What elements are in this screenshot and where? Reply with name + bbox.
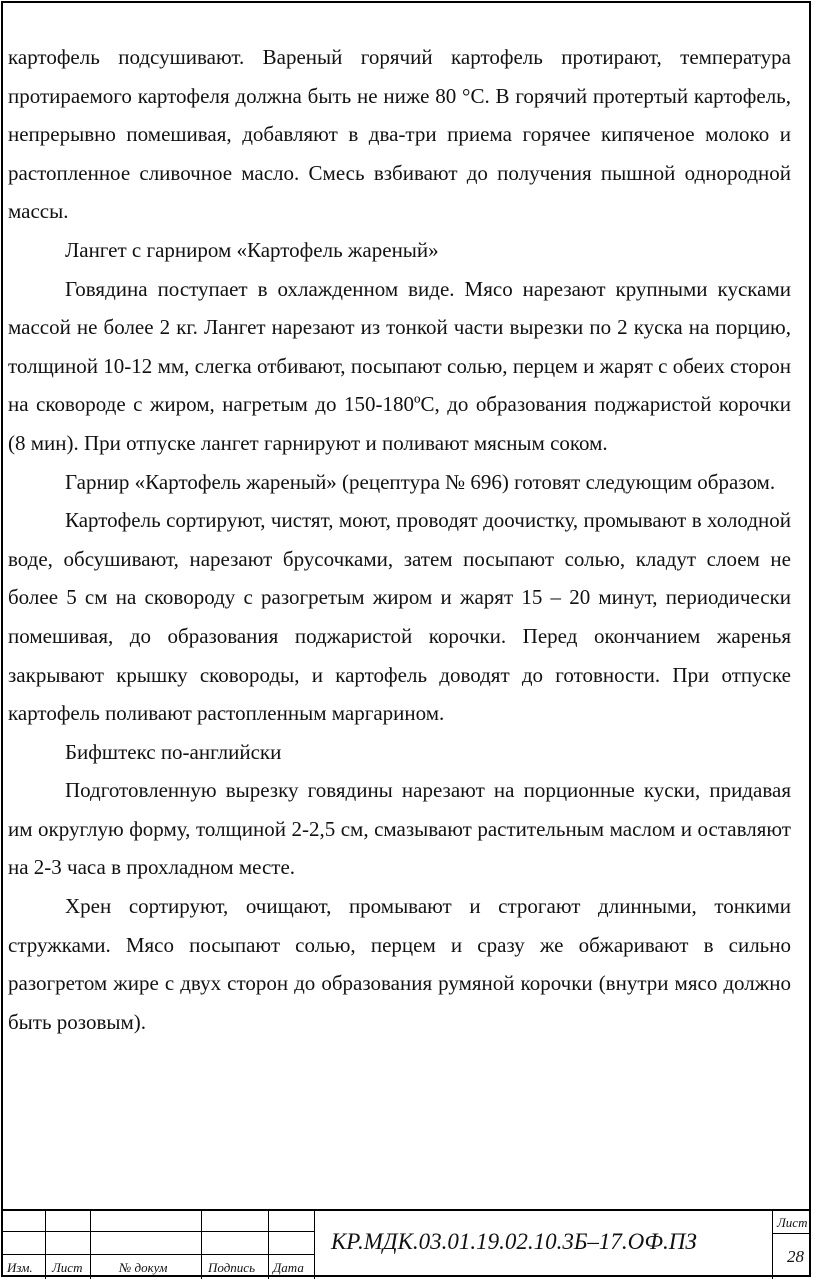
paragraph-mashed-potato-end: картофель подсушивают. Вареный горячий картофель протирают, температура протираемого картофеля должна быть не ниже 80 °С. В горячий протертый картофель, непрерывно помешивая, добавляют в два-три приема горячее кипяченое молоко и растопленное сливочное масло. Смесь взбивают до получения пышной однородной массы.	[8, 45, 791, 224]
sheet-number: 28	[787, 1247, 804, 1266]
document-body	[8, 38, 791, 1041]
document-code: КР.МДК.03.01.19.02.10.3Б–17.ОФ.ПЗ	[331, 1229, 697, 1254]
heading-beefsteak: Бифштекс по-английски	[65, 739, 282, 764]
stamp-col-sign: Подпись	[208, 1260, 255, 1275]
paragraph-garnish-intro: Гарнир «Картофель жареный» (рецептура № 696) готовят следующим образом.	[65, 469, 776, 494]
title-block-stamp	[1, 1209, 811, 1279]
stamp-sheet-label: Лист	[777, 1215, 808, 1230]
stamp-col-list: Лист	[52, 1260, 83, 1275]
paragraph-beefsteak-cook: Хрен сортируют, очищают, промывают и строгают длинными, тонкими стружками. Мясо посыпают солью, перцем и сразу же обжаривают в сильно разогретом жире с двух сторон до образования румяной корочки (внутри мясо должно быть розовым).	[8, 894, 791, 1034]
stamp-col-date: Дата	[273, 1260, 304, 1275]
paragraph-fried-potato: Картофель сортируют, чистят, моют, проводят доочистку, промывают в холодной воде, обсушивают, нарезают брусочками, затем посыпают солью, кладут слоем не более 5 см на сковороду с разогретым жиром и жарят 15 – 20 минут, периодически помешивая, до образования поджаристой корочки. Перед окончанием жаренья закрывают крышку сковороды, и картофель доводят до готовности. При отпуске картофель поливают растопленным маргарином.	[8, 508, 791, 726]
stamp-col-izm: Изм.	[7, 1260, 33, 1275]
paragraph-langet: Говядина поступает в охлажденном виде. Мясо нарезают крупными кусками массой не более 2 кг. Лангет нарезают из тонкой части вырезки по 2 куска на порцию, толщиной 10-12 мм, слегка отбивают, посыпают солью, перцем и жарят с обеих сторон на сковороде с жиром, нагретым до 150-180ºС, до образования поджаристой корочки (8 мин). При отпуске лангет гарнируют и поливают мясным соком.	[8, 276, 791, 455]
heading-langet: Лангет с гарниром «Картофель жареный»	[65, 237, 439, 262]
stamp-col-doc: № докум	[119, 1260, 168, 1275]
paragraph-beefsteak-prep: Подготовленную вырезку говядины нарезают на порционные куски, придавая им округлую форму, толщиной 2-2,5 см, смазывают растительным маслом и оставляют на 2-3 часа в прохладном месте.	[8, 778, 791, 880]
